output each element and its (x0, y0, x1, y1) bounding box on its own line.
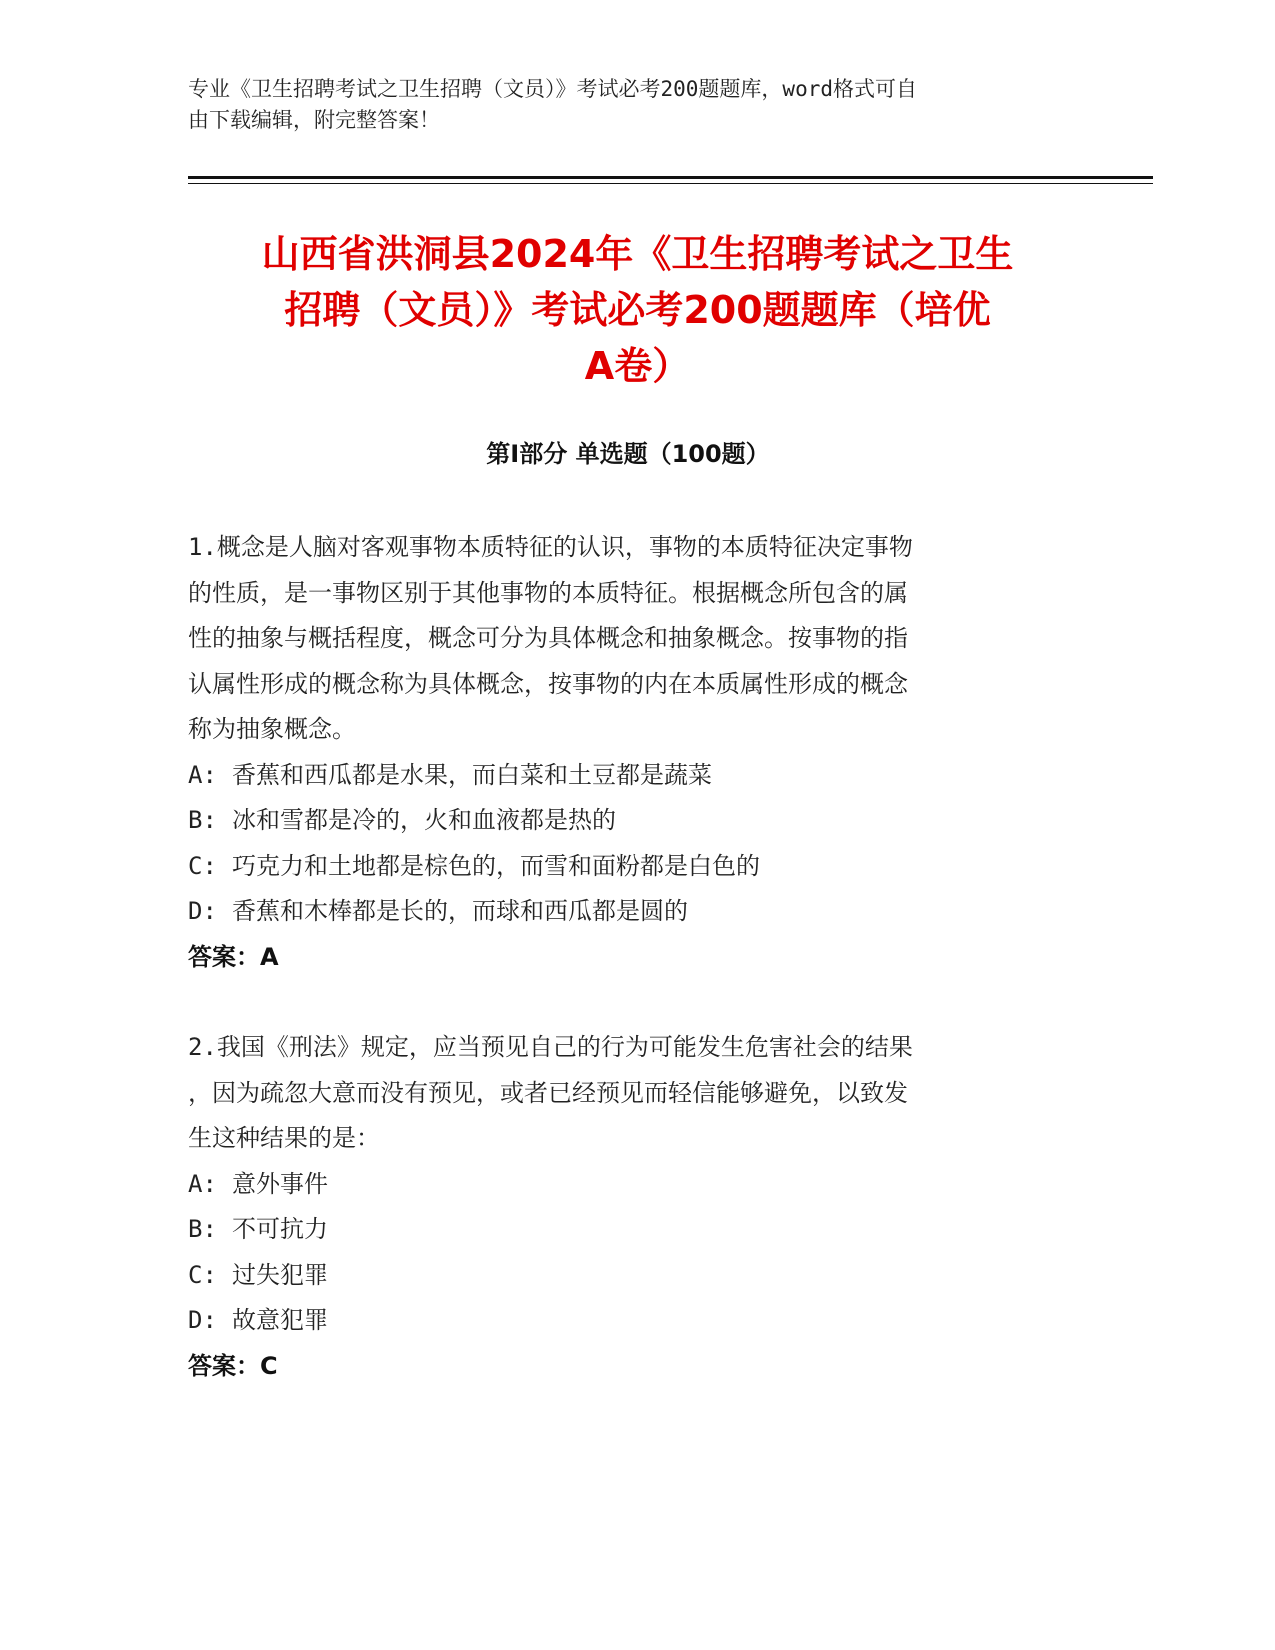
question-stem (188, 1025, 1068, 1162)
option-c (188, 1253, 1068, 1299)
header-note-line-1: 专业《卫生招聘考试之卫生招聘（文员）》考试必考200题题库，word格式可自 (188, 77, 917, 101)
option-text: 故意犯罪 (232, 1306, 328, 1334)
question-stem-line: 的性质，是一事物区别于其他事物的本质特征。根据概念所包含的属 (188, 578, 908, 607)
question-1 (188, 525, 1068, 980)
option-a (188, 1162, 1068, 1208)
header-divider-thick (188, 176, 1153, 179)
option-d (188, 889, 1068, 935)
header-divider-thin (188, 183, 1153, 184)
option-text: 香蕉和木棒都是长的，而球和西瓜都是圆的 (232, 897, 688, 925)
option-c (188, 844, 1068, 890)
option-text: 冰和雪都是冷的，火和血液都是热的 (232, 806, 616, 834)
document-title-line-2: 招聘（文员）》考试必考200题题库（培优 (284, 288, 991, 332)
option-text: 不可抗力 (232, 1215, 328, 1243)
option-text: 巧克力和土地都是棕色的，而雪和面粉都是白色的 (232, 851, 760, 880)
question-stem-line: 认属性形成的概念称为具体概念，按事物的内在本质属性形成的概念 (188, 669, 908, 698)
question-stem-line: 1.概念是人脑对客观事物本质特征的认识，事物的本质特征决定事物 (188, 533, 913, 561)
question-stem-line: 生这种结果的是： (188, 1124, 380, 1152)
header-note-line-2: 由下载编辑，附完整答案！ (188, 108, 440, 132)
option-label: B: (188, 1215, 217, 1243)
option-text: 意外事件 (232, 1169, 328, 1198)
option-text: 过失犯罪 (232, 1260, 328, 1289)
option-label: D: (188, 1306, 217, 1334)
header-note (188, 74, 1068, 136)
question-stem-line: ，因为疏忽大意而没有预见，或者已经预见而轻信能够避免，以致发 (188, 1078, 908, 1107)
question-stem (188, 525, 1068, 753)
document-title-line-1: 山西省洪洞县2024年《卫生招聘考试之卫生 (261, 232, 1014, 276)
question-stem-line: 性的抽象与概括程度，概念可分为具体概念和抽象概念。按事物的指 (188, 624, 908, 652)
option-label: D: (188, 897, 217, 925)
option-b (188, 798, 1068, 844)
document-title-line-3: A卷） (584, 344, 691, 388)
option-label: C: (188, 851, 217, 880)
answer-line: 答案：C (188, 1351, 278, 1380)
option-d (188, 1298, 1068, 1344)
option-label: A: (188, 760, 217, 789)
question-stem-line: 2.我国《刑法》规定，应当预见自己的行为可能发生危害社会的结果 (188, 1033, 913, 1061)
option-b (188, 1207, 1068, 1253)
question-2 (188, 1025, 1068, 1389)
option-text: 香蕉和西瓜都是水果，而白菜和土豆都是蔬菜 (232, 760, 712, 789)
option-label: B: (188, 806, 217, 834)
document-title (160, 226, 1115, 394)
question-stem-line: 称为抽象概念。 (188, 715, 356, 743)
option-label: C: (188, 1260, 217, 1289)
section-title: 第Ⅰ部分 单选题（100题） (486, 440, 770, 468)
option-a (188, 753, 1068, 799)
answer-line: 答案：A (188, 942, 279, 971)
option-label: A: (188, 1169, 217, 1198)
